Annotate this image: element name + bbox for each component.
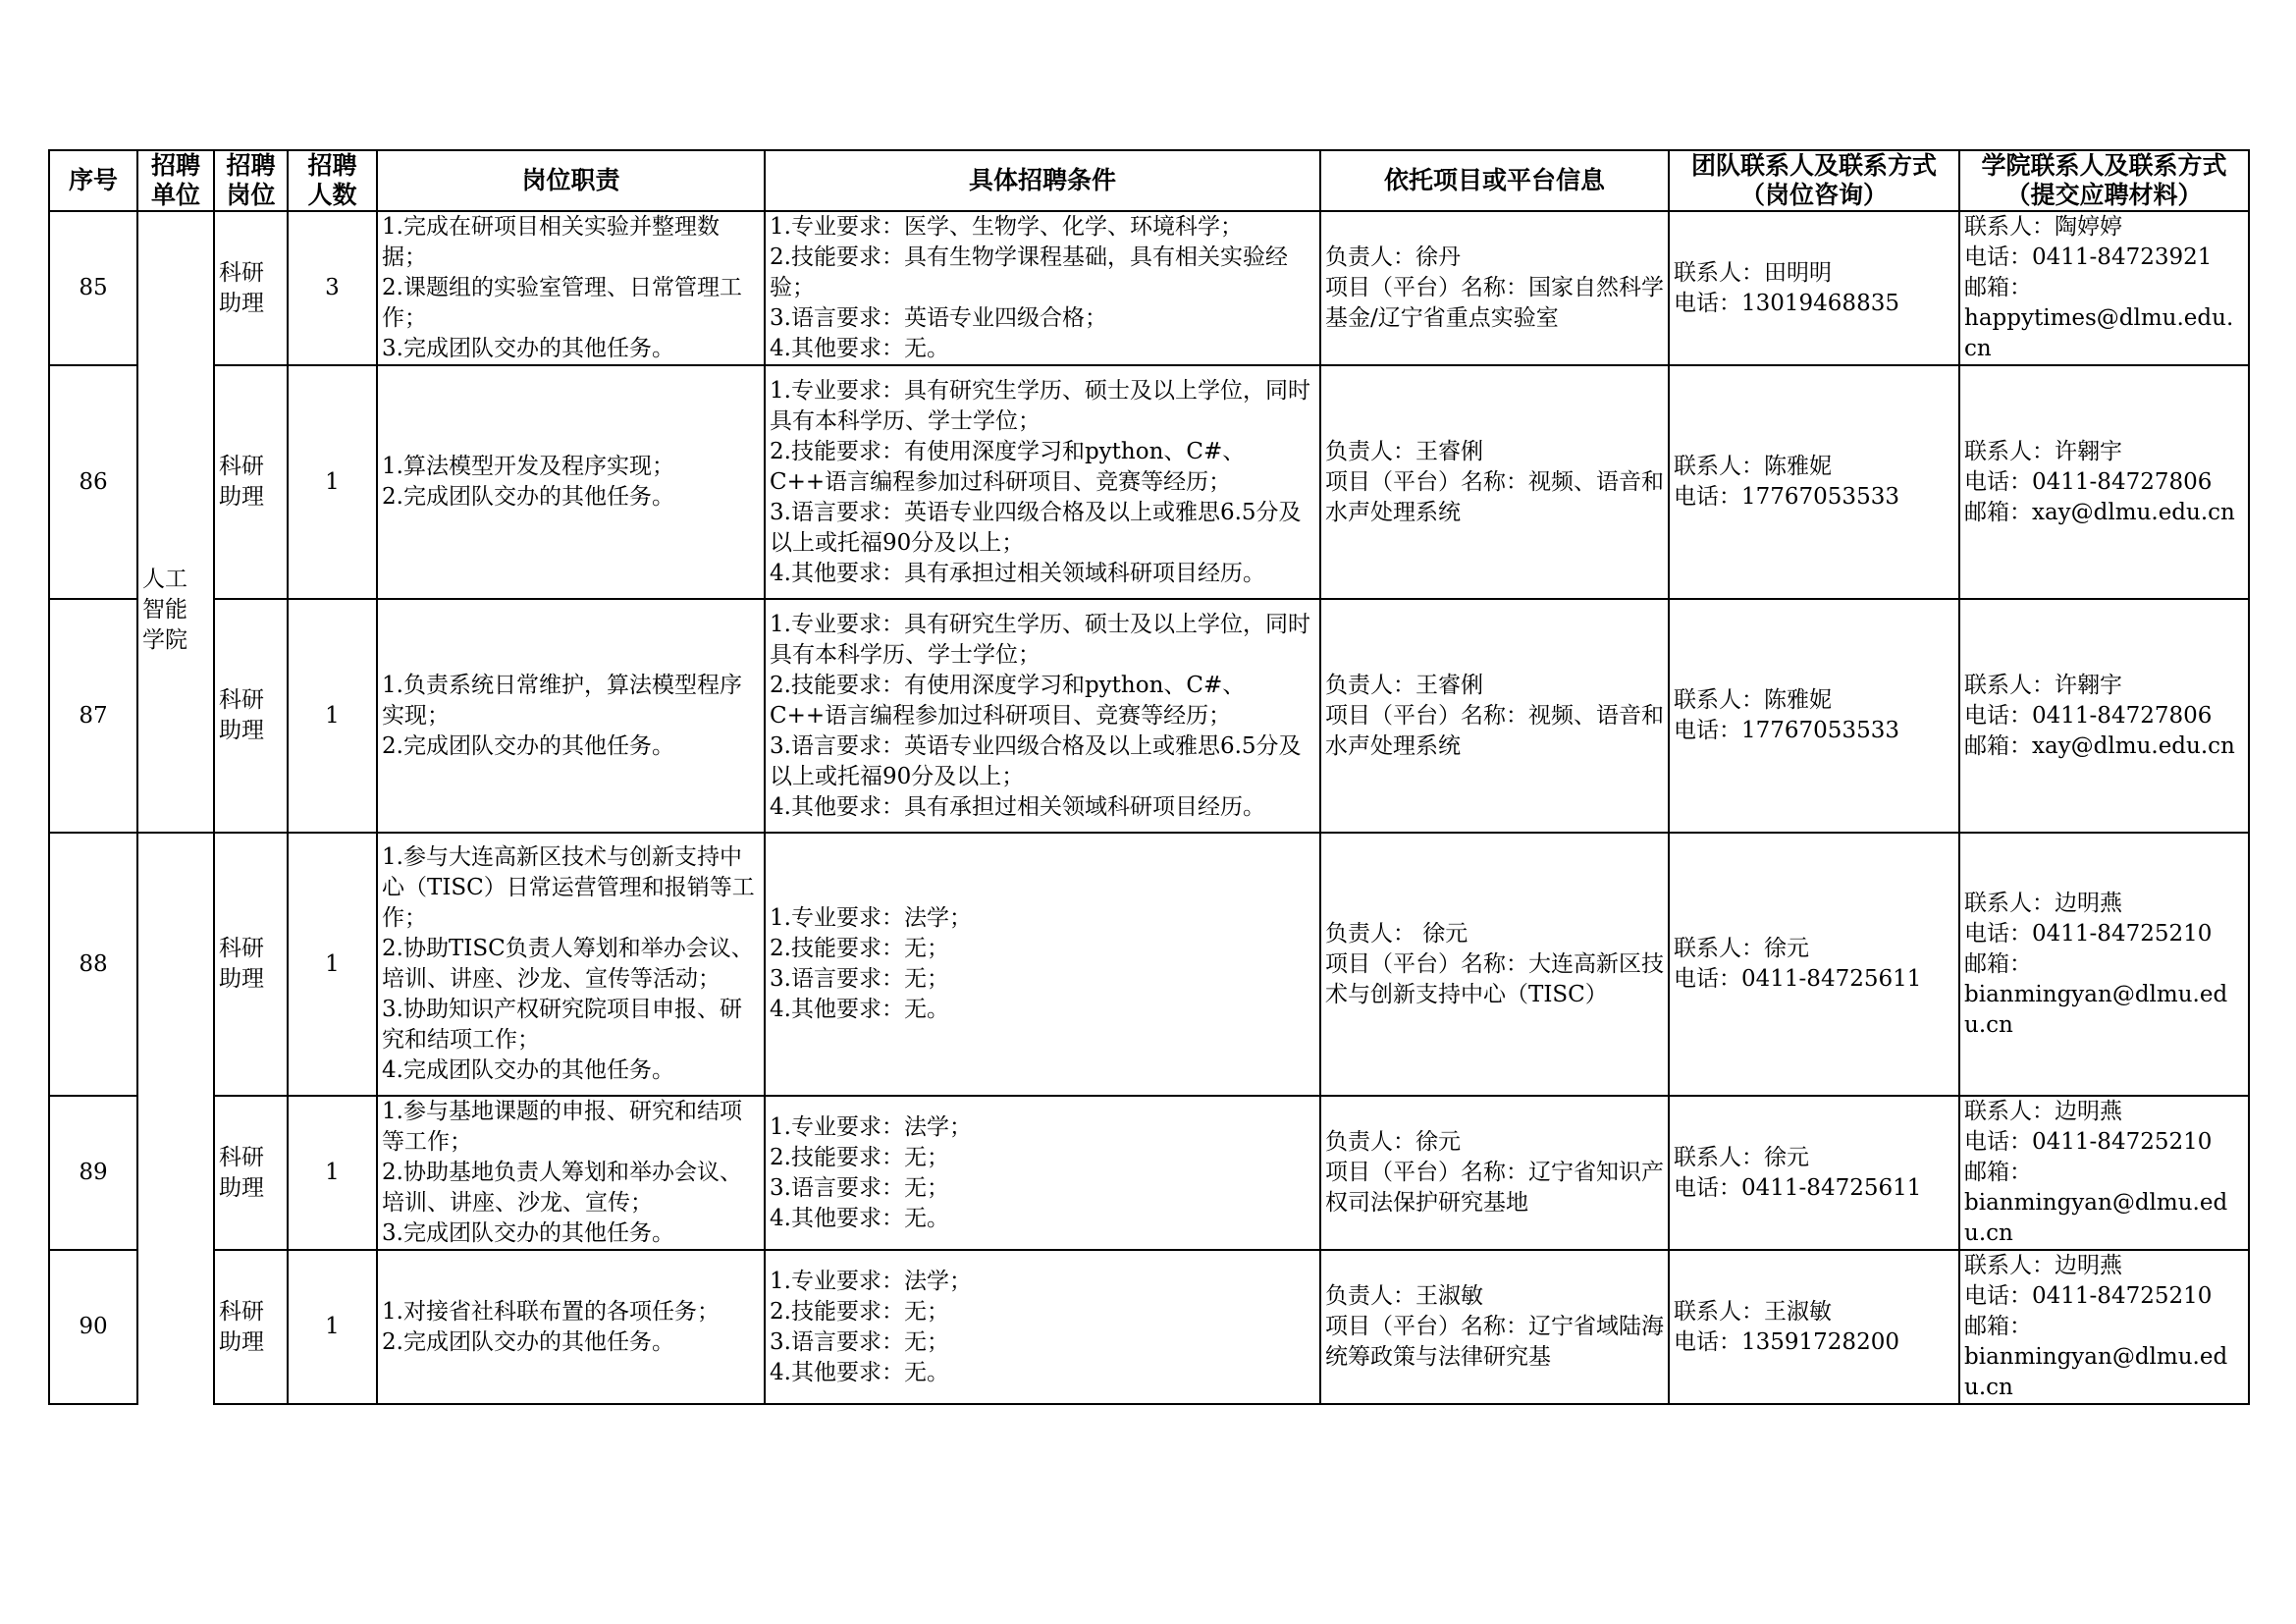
row-count: 1 xyxy=(288,1096,377,1250)
row-conditions: 1.专业要求：法学； 2.技能要求：无； 3.语言要求：无； 4.其他要求：无。 xyxy=(765,1250,1320,1404)
header-college-contact: 学院联系人及联系方式 （提交应聘材料） xyxy=(1959,150,2249,211)
table-row xyxy=(49,833,2249,1096)
header-seq: 序号 xyxy=(49,150,137,211)
row-conditions: 1.专业要求：法学； 2.技能要求：无； 3.语言要求：无； 4.其他要求：无。 xyxy=(765,1096,1320,1250)
row-seq: 90 xyxy=(49,1250,137,1404)
row-college-contact: 联系人：边明燕 电话：0411-84725210 邮箱： bianmingyan@dlmu.edu.cn xyxy=(1959,833,2249,1096)
header-project: 依托项目或平台信息 xyxy=(1320,150,1669,211)
unit-ai-college: 人工 智能 学院 xyxy=(137,211,214,833)
header-team-contact: 团队联系人及联系方式 （岗位咨询） xyxy=(1669,150,1959,211)
row-team-contact: 联系人：田明明 电话：13019468835 xyxy=(1669,211,1959,365)
row-seq: 85 xyxy=(49,211,137,365)
row-college-contact: 联系人：边明燕 电话：0411-84725210 邮箱： bianmingyan@dlmu.edu.cn xyxy=(1959,1096,2249,1250)
row-duty: 1.对接省社科联布置的各项任务； 2.完成团队交办的其他任务。 xyxy=(377,1250,765,1404)
table-row xyxy=(49,1096,2249,1250)
header-unit: 招聘 单位 xyxy=(137,150,214,211)
row-seq: 88 xyxy=(49,833,137,1096)
row-count: 1 xyxy=(288,833,377,1096)
row-post: 科研 助理 xyxy=(214,833,288,1096)
header-duty: 岗位职责 xyxy=(377,150,765,211)
row-conditions: 1.专业要求：具有研究生学历、硕士及以上学位，同时具有本科学历、学士学位； 2.技能要求：有使用深度学习和python、C#、C++语言编程参加过科研项目、竞赛等经历； 3.语言要求：英语专业四级合格及以上或雅思6.5分及以上或托福90分及以上； 4.其他要求：具有承担过相关领域科研项目经历。 xyxy=(765,365,1320,599)
row-duty: 1.参与基地课题的申报、研究和结项等工作； 2.协助基地负责人筹划和举办会议、培训、讲座、沙龙、宣传； 3.完成团队交办的其他任务。 xyxy=(377,1096,765,1250)
row-post: 科研 助理 xyxy=(214,1096,288,1250)
recruitment-table xyxy=(48,149,2250,1405)
row-duty: 1.负责系统日常维护，算法模型程序实现； 2.完成团队交办的其他任务。 xyxy=(377,599,765,833)
table-row xyxy=(49,1250,2249,1404)
row-post: 科研 助理 xyxy=(214,1250,288,1404)
unit-blank xyxy=(137,833,214,1404)
row-seq: 89 xyxy=(49,1096,137,1250)
row-post: 科研 助理 xyxy=(214,211,288,365)
row-count: 1 xyxy=(288,365,377,599)
header-count: 招聘 人数 xyxy=(288,150,377,211)
row-college-contact: 联系人：陶婷婷 电话：0411-84723921 邮箱： happytimes@dlmu.edu.cn xyxy=(1959,211,2249,365)
row-project: 负责人：王淑敏 项目（平台）名称：辽宁省域陆海统筹政策与法律研究基 xyxy=(1320,1250,1669,1404)
row-project: 负责人：王睿俐 项目（平台）名称：视频、语音和水声处理系统 xyxy=(1320,599,1669,833)
row-college-contact: 联系人：边明燕 电话：0411-84725210 邮箱： bianmingyan@dlmu.edu.cn xyxy=(1959,1250,2249,1404)
row-duty: 1.完成在研项目相关实验并整理数据； 2.课题组的实验室管理、日常管理工作； 3.完成团队交办的其他任务。 xyxy=(377,211,765,365)
row-college-contact: 联系人：许翱宇 电话：0411-84727806 邮箱：xay@dlmu.edu.cn xyxy=(1959,599,2249,833)
table-row xyxy=(49,599,2249,833)
row-conditions: 1.专业要求：法学； 2.技能要求：无； 3.语言要求：无； 4.其他要求：无。 xyxy=(765,833,1320,1096)
row-team-contact: 联系人：陈雅妮 电话：17767053533 xyxy=(1669,599,1959,833)
row-duty: 1.参与大连高新区技术与创新支持中心（TISC）日常运营管理和报销等工作； 2.协助TISC负责人筹划和举办会议、培训、讲座、沙龙、宣传等活动； 3.协助知识产权研究院项目申报、研究和结项工作； 4.完成团队交办的其他任务。 xyxy=(377,833,765,1096)
row-project: 负责人：徐丹 项目（平台）名称：国家自然科学基金/辽宁省重点实验室 xyxy=(1320,211,1669,365)
row-post: 科研 助理 xyxy=(214,599,288,833)
row-count: 1 xyxy=(288,599,377,833)
row-seq: 86 xyxy=(49,365,137,599)
header-conditions: 具体招聘条件 xyxy=(765,150,1320,211)
row-seq: 87 xyxy=(49,599,137,833)
row-team-contact: 联系人：陈雅妮 电话：17767053533 xyxy=(1669,365,1959,599)
row-count: 3 xyxy=(288,211,377,365)
row-project: 负责人：徐元 项目（平台）名称：辽宁省知识产权司法保护研究基地 xyxy=(1320,1096,1669,1250)
row-team-contact: 联系人：徐元 电话：0411-84725611 xyxy=(1669,833,1959,1096)
row-project: 负责人： 徐元 项目（平台）名称：大连高新区技术与创新支持中心（TISC） xyxy=(1320,833,1669,1096)
header-post: 招聘 岗位 xyxy=(214,150,288,211)
row-conditions: 1.专业要求：具有研究生学历、硕士及以上学位，同时具有本科学历、学士学位； 2.技能要求：有使用深度学习和python、C#、C++语言编程参加过科研项目、竞赛等经历； 3.语言要求：英语专业四级合格及以上或雅思6.5分及以上或托福90分及以上； 4.其他要求：具有承担过相关领域科研项目经历。 xyxy=(765,599,1320,833)
row-count: 1 xyxy=(288,1250,377,1404)
row-post: 科研 助理 xyxy=(214,365,288,599)
row-college-contact: 联系人：许翱宇 电话：0411-84727806 邮箱：xay@dlmu.edu.cn xyxy=(1959,365,2249,599)
row-project: 负责人：王睿俐 项目（平台）名称：视频、语音和水声处理系统 xyxy=(1320,365,1669,599)
table-row xyxy=(49,211,2249,365)
row-duty: 1.算法模型开发及程序实现； 2.完成团队交办的其他任务。 xyxy=(377,365,765,599)
row-conditions: 1.专业要求：医学、生物学、化学、环境科学； 2.技能要求：具有生物学课程基础，具有相关实验经验； 3.语言要求：英语专业四级合格； 4.其他要求：无。 xyxy=(765,211,1320,365)
header-row xyxy=(49,150,2249,211)
row-team-contact: 联系人：徐元 电话：0411-84725611 xyxy=(1669,1096,1959,1250)
table-row xyxy=(49,365,2249,599)
row-team-contact: 联系人：王淑敏 电话：13591728200 xyxy=(1669,1250,1959,1404)
